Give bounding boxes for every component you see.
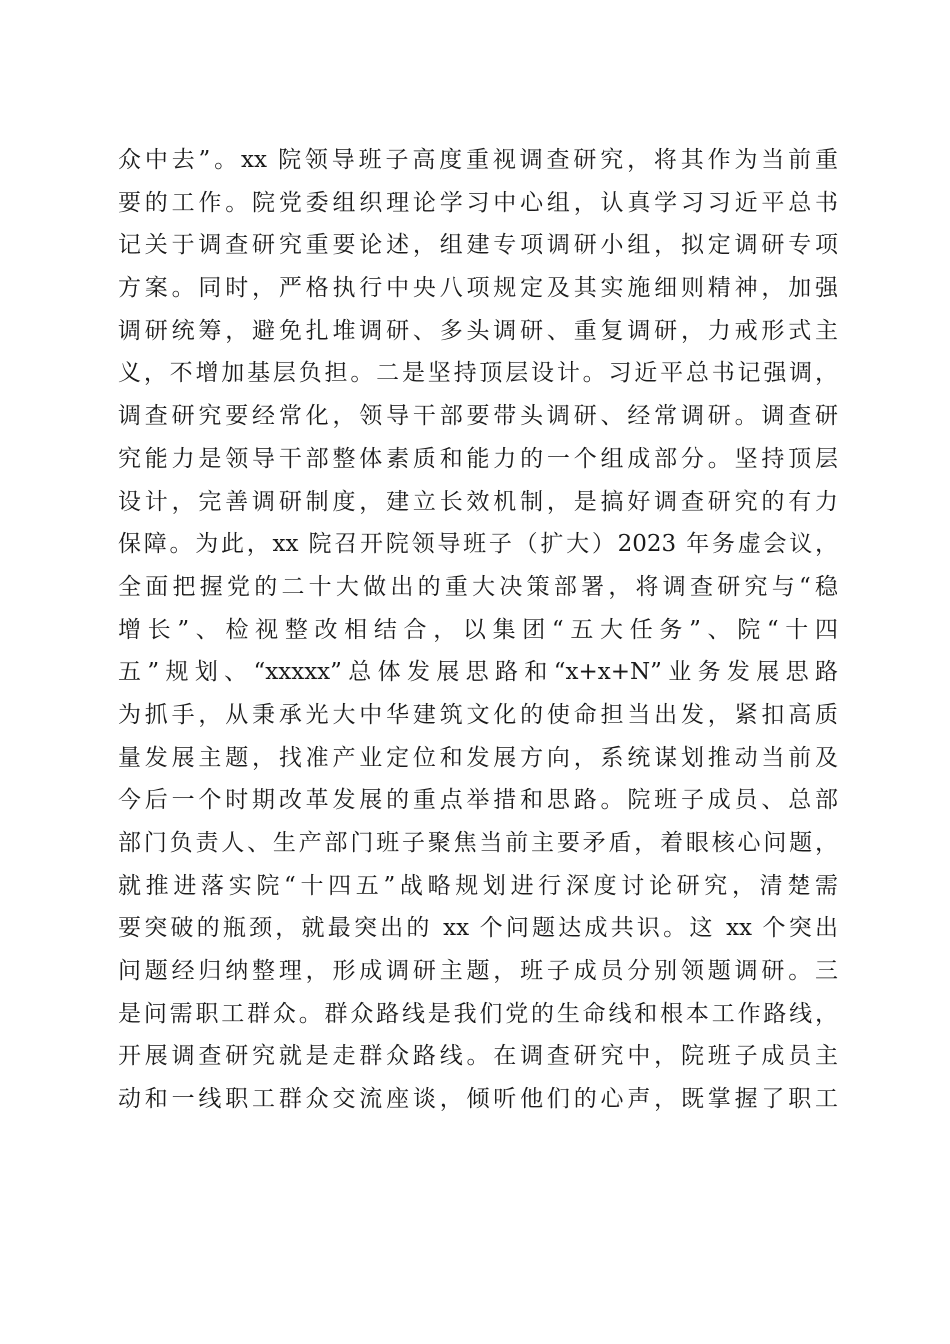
text-line: 设计，完善调研制度，建立长效机制，是搞好调查研究的有力 (118, 488, 838, 515)
text-line: 量发展主题，找准产业定位和发展方向，系统谋划推动当前及 (118, 744, 838, 771)
text-line: 方案。同时，严格执行中央八项规定及其实施细则精神，加强 (118, 275, 838, 302)
text-line: 调研统筹，避免扎堆调研、多头调研、重复调研，力戒形式主 (118, 317, 838, 344)
body-text (118, 139, 838, 1121)
text-line: 开展调查研究就是走群众路线。在调查研究中，院班子成员主 (118, 1043, 838, 1070)
text-line: 记关于调查研究重要论述，组建专项调研小组，拟定调研专项 (118, 232, 838, 259)
text-line: 五”规划、“xxxxx”总体发展思路和“x+x+N”业务发展思路 (118, 659, 838, 686)
text-line: 增长”、检视整改相结合，以集团“五大任务”、院“十四 (118, 616, 838, 643)
text-line: 部门负责人、生产部门班子聚焦当前主要矛盾，着眼核心问题， (118, 830, 838, 856)
text-line: 要的工作。院党委组织理论学习中心组，认真学习习近平总书 (118, 189, 838, 216)
text-line: 就推进落实院“十四五”战略规划进行深度讨论研究，清楚需 (118, 872, 838, 899)
text-line: 究能力是领导干部整体素质和能力的一个组成部分。坚持顶层 (118, 445, 838, 472)
text-line: 全面把握党的二十大做出的重大决策部署，将调查研究与“稳 (118, 573, 838, 600)
text-line: 义，不增加基层负担。二是坚持顶层设计。习近平总书记强调， (118, 360, 838, 387)
text-line: 众中去”。xx 院领导班子高度重视调查研究，将其作为当前重 (118, 147, 838, 173)
text-line: 为抓手，从秉承光大中华建筑文化的使命担当出发，紧扣高质 (118, 701, 838, 728)
text-line: 问题经归纳整理，形成调研主题，班子成员分别领题调研。三 (118, 958, 838, 985)
text-line: 调查研究要经常化，领导干部要带头调研、经常调研。调查研 (118, 403, 838, 430)
text-line: 动和一线职工群众交流座谈，倾听他们的心声，既掌握了职工 (118, 1086, 838, 1113)
text-line: 保障。为此，xx 院召开院领导班子（扩大）2023 年务虚会议， (118, 531, 838, 558)
text-line: 是问需职工群众。群众路线是我们党的生命线和根本工作路线， (118, 1000, 838, 1027)
text-line: 今后一个时期改革发展的重点举措和思路。院班子成员、总部 (118, 787, 838, 814)
text-line: 要突破的瓶颈，就最突出的 xx 个问题达成共识。这 xx 个突出 (118, 915, 838, 942)
